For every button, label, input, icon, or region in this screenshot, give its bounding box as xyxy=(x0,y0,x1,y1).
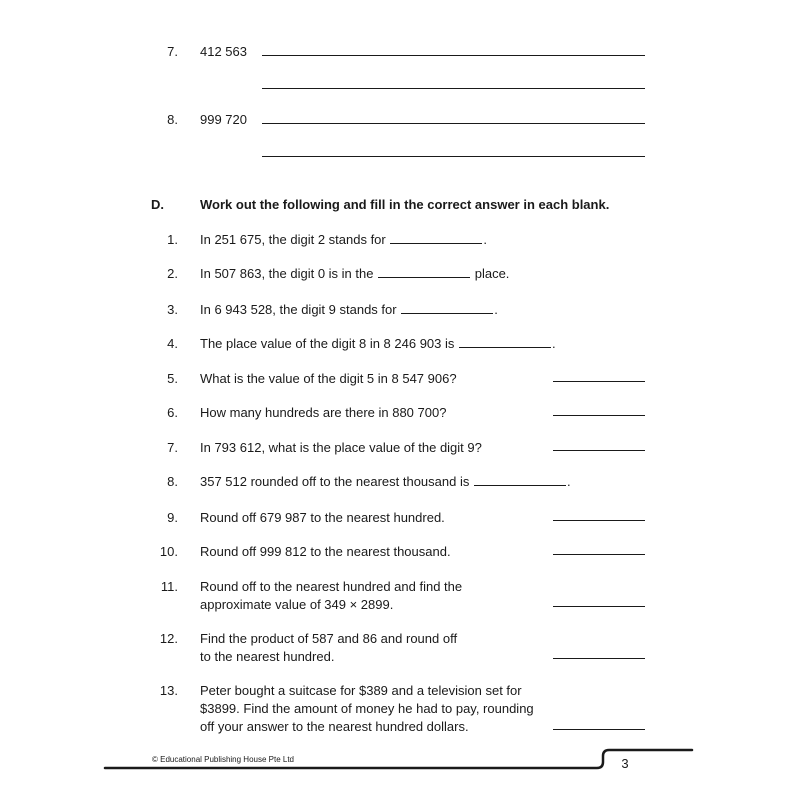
question-text xyxy=(200,473,571,491)
question-text-line: $3899. Find the amount of money he had to pay, rounding xyxy=(200,701,534,716)
question-text-after: . xyxy=(566,474,571,489)
item-number: 1. xyxy=(167,232,178,247)
answer-line[interactable] xyxy=(262,88,645,89)
question-text-before: In 6 943 528, the digit 9 stands for xyxy=(200,302,397,317)
item-number: 8. xyxy=(167,474,178,489)
item-number: 7. xyxy=(167,44,178,59)
question-text-after: place. xyxy=(474,266,510,281)
answer-line[interactable] xyxy=(553,729,645,730)
item-number: 9. xyxy=(167,510,178,525)
question-text: What is the value of the digit 5 in 8 547 906? xyxy=(200,371,457,386)
answer-line[interactable] xyxy=(553,554,645,555)
question-text: Round off 679 987 to the nearest hundred. xyxy=(200,510,445,525)
question-text-line: Round off to the nearest hundred and find the xyxy=(200,579,463,594)
item-number: 13. xyxy=(159,683,178,698)
question-text-before: In 507 863, the digit 0 is in the xyxy=(200,266,374,281)
item-number: 5. xyxy=(167,371,178,386)
answer-line[interactable] xyxy=(262,156,645,157)
question-text-line: Peter bought a suitcase for $389 and a television set for xyxy=(200,683,522,698)
item-number: 2. xyxy=(167,266,178,281)
item-number: 7. xyxy=(167,440,178,455)
number-to-write: 412 563 xyxy=(200,44,247,59)
question-text xyxy=(200,335,556,353)
section-instruction: Work out the following and fill in the correct answer in each blank. xyxy=(200,197,610,212)
answer-blank[interactable] xyxy=(401,312,493,314)
item-number: 3. xyxy=(167,302,178,317)
question-text-before: 357 512 rounded off to the nearest thousand is xyxy=(200,474,470,489)
answer-blank[interactable] xyxy=(390,242,482,244)
answer-line[interactable] xyxy=(262,123,645,124)
question-text xyxy=(200,231,487,249)
item-number: 8. xyxy=(167,112,178,127)
question-text: In 793 612, what is the place value of the digit 9? xyxy=(200,440,482,455)
answer-line[interactable] xyxy=(553,415,645,416)
item-number: 4. xyxy=(167,336,178,351)
question-text xyxy=(200,265,509,283)
copyright-notice: © Educational Publishing House Pte Ltd xyxy=(152,755,294,764)
question-text: Round off 999 812 to the nearest thousand. xyxy=(200,544,451,559)
question-text-after: . xyxy=(552,336,556,351)
question-text-line: Find the product of 587 and 86 and round off xyxy=(200,631,458,646)
answer-line[interactable] xyxy=(553,450,645,451)
answer-blank[interactable] xyxy=(459,346,551,348)
question-text-after: . xyxy=(483,232,487,247)
question-text-line: to the nearest hundred. xyxy=(200,649,335,664)
page-number: 3 xyxy=(621,756,629,771)
question-text-before: In 251 675, the digit 2 stands for xyxy=(200,232,386,247)
answer-blank[interactable] xyxy=(474,484,566,486)
question-text-after: . xyxy=(494,302,498,317)
answer-line[interactable] xyxy=(553,520,645,521)
item-number: 12. xyxy=(159,631,178,646)
answer-line[interactable] xyxy=(553,658,645,659)
answer-line[interactable] xyxy=(553,606,645,607)
question-text-line: off your answer to the nearest hundred dollars. xyxy=(200,719,469,734)
question-text-line: approximate value of 349 × 2899. xyxy=(200,597,394,612)
item-number: 11. xyxy=(160,579,178,594)
answer-blank[interactable] xyxy=(378,276,470,278)
answer-line[interactable] xyxy=(262,55,645,56)
question-text: How many hundreds are there in 880 700? xyxy=(200,405,447,420)
answer-line[interactable] xyxy=(553,381,645,382)
item-number: 10. xyxy=(159,544,178,559)
number-to-write: 999 720 xyxy=(200,112,247,127)
question-text-before: The place value of the digit 8 in 8 246 903 is xyxy=(200,336,455,351)
question-text xyxy=(200,301,498,319)
section-letter: D. xyxy=(151,197,164,212)
item-number: 6. xyxy=(167,405,178,420)
